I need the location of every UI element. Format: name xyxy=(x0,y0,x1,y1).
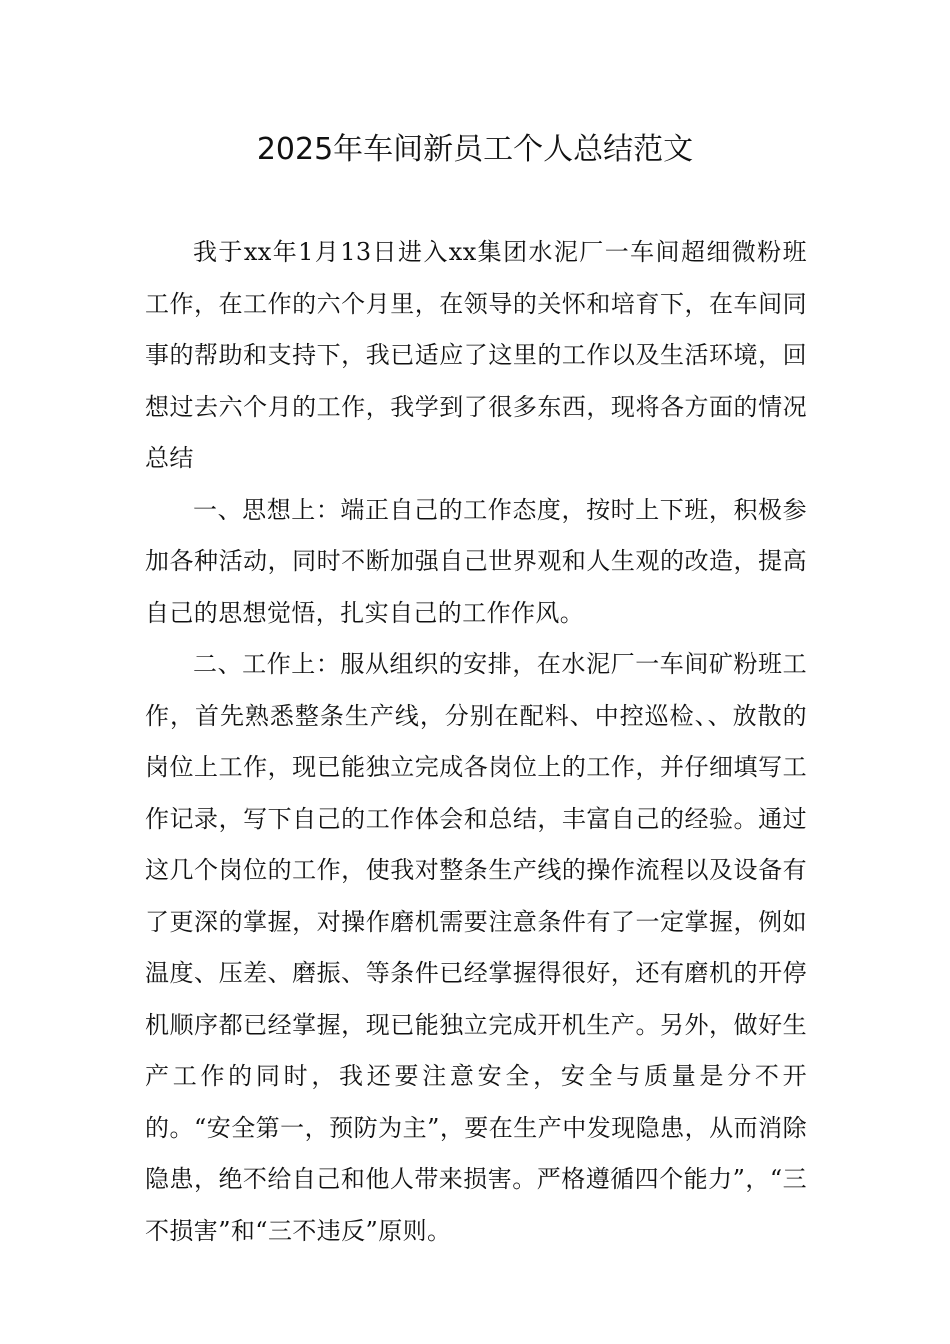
paragraph-thought: 一、思想上：端正自己的工作态度，按时上下班，积极参加各种活动，同时不断加强自己世界观和人生观的改造，提高自己的思想觉悟，扎实自己的工作作风。 xyxy=(145,495,807,627)
document-title: 2025年车间新员工个人总结范文 xyxy=(256,132,694,167)
paragraph-intro: 我于xx年1月13日进入xx集团水泥厂一车间超细微粉班工作，在工作的六个月里，在领导的关怀和培育下，在车间同事的帮助和支持下，我已适应了这里的工作以及生活环境，回想过去六个月的工作，我学到了很多东西，现将各方面的情况总结 xyxy=(145,238,807,472)
paragraph-work: 二、工作上：服从组织的安排，在水泥厂一车间矿粉班工作，首先熟悉整条生产线，分别在配料、中控巡检、、放散的岗位上工作，现已能独立完成各岗位上的工作，并仔细填写工作记录，写下自己的工作体会和总结，丰富自己的经验。通过这几个岗位的工作，使我对整条生产线的操作流程以及设备有了更深的掌握，对操作磨机需要注意条件有了一定掌握，例如温度、压差、磨振、等条件已经掌握得很好，还有磨机的开停机顺序都已经掌握，现已能独立完成开机生产。另外，做好生产工作的同时，我还要注意安全，安全与质量是分不开的。“安全第一，预防为主”，要在生产中发现隐患，从而消除隐患，绝不给自己和他人带来损害。严格遵循四个能力”，“三不损害”和“三不违反”原则。 xyxy=(145,650,807,1245)
document-body xyxy=(145,227,807,1257)
